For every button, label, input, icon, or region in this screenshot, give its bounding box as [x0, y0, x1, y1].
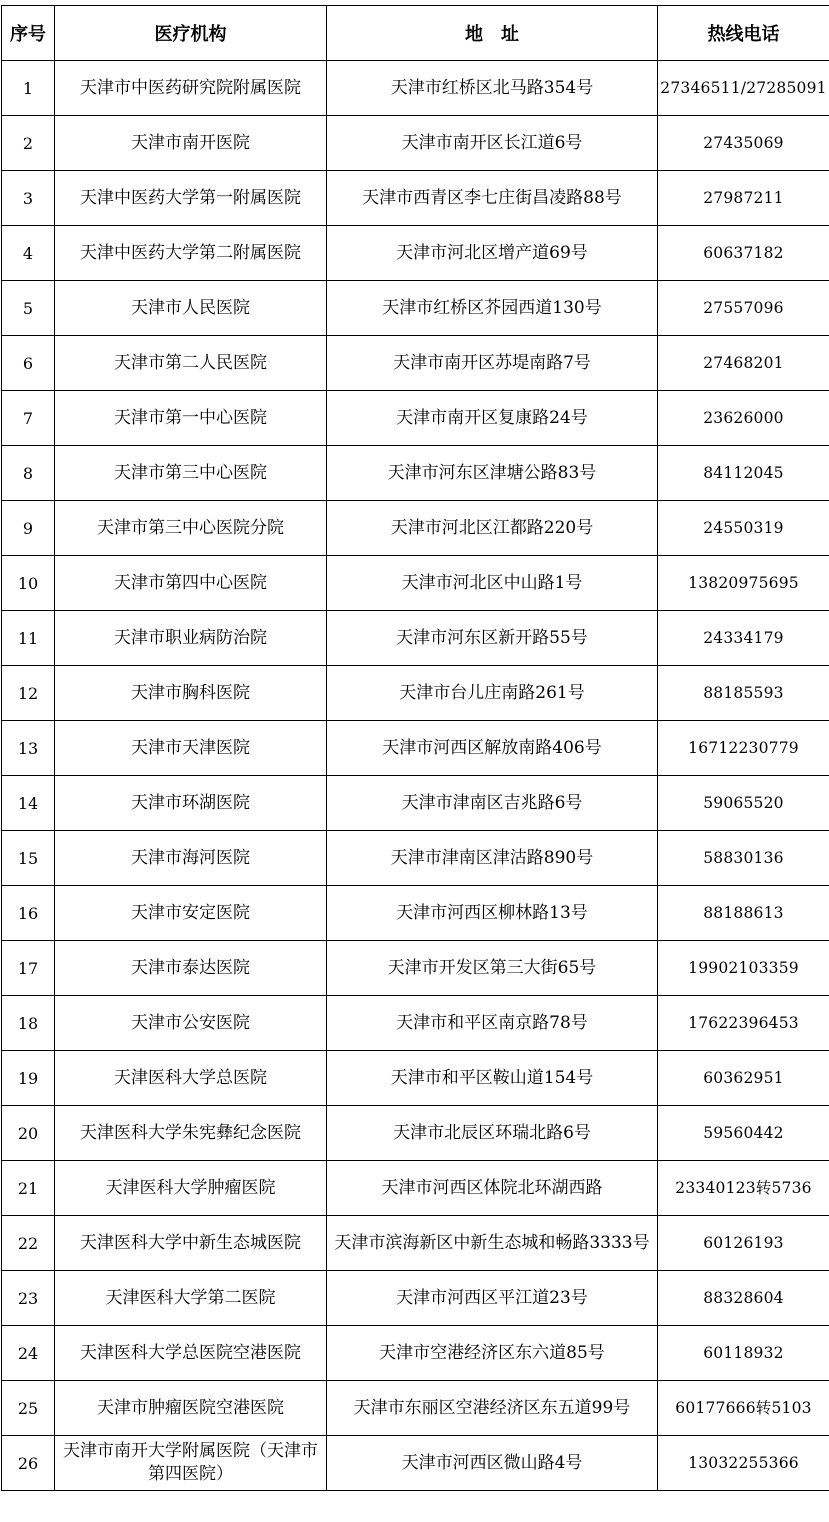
table-row	[2, 1161, 829, 1216]
table-row	[2, 776, 829, 831]
row-index-cell: 11	[2, 611, 55, 666]
row-institution-cell: 天津医科大学总医院	[55, 1051, 327, 1106]
row-hotline-cell: 23626000	[658, 391, 829, 446]
table-row	[2, 1326, 829, 1381]
row-address-cell: 天津市和平区南京路78号	[327, 996, 658, 1051]
row-institution-cell: 天津医科大学总医院空港医院	[55, 1326, 327, 1381]
row-hotline-cell: 60126193	[658, 1216, 829, 1271]
row-address-cell: 天津市西青区李七庄街昌凌路88号	[327, 171, 658, 226]
row-address-cell: 天津市河东区新开路55号	[327, 611, 658, 666]
row-institution-cell: 天津市第一中心医院	[55, 391, 327, 446]
row-hotline-cell: 59560442	[658, 1106, 829, 1161]
row-index-cell: 24	[2, 1326, 55, 1381]
row-hotline-cell: 27346511/27285091	[658, 61, 829, 116]
row-hotline-cell: 24334179	[658, 611, 829, 666]
row-institution-cell: 天津医科大学中新生态城医院	[55, 1216, 327, 1271]
table-row	[2, 171, 829, 226]
row-index-cell: 19	[2, 1051, 55, 1106]
header-index: 序号	[2, 6, 55, 61]
row-hotline-cell: 19902103359	[658, 941, 829, 996]
table-row	[2, 116, 829, 171]
row-institution-cell: 天津市人民医院	[55, 281, 327, 336]
row-institution-cell: 天津市第二人民医院	[55, 336, 327, 391]
table-row	[2, 1216, 829, 1271]
row-institution-cell: 天津中医药大学第二附属医院	[55, 226, 327, 281]
row-index-cell: 3	[2, 171, 55, 226]
row-index-cell: 1	[2, 61, 55, 116]
row-address-cell: 天津市河北区增产道69号	[327, 226, 658, 281]
row-index-cell: 8	[2, 446, 55, 501]
row-index-cell: 14	[2, 776, 55, 831]
row-hotline-cell: 24550319	[658, 501, 829, 556]
row-hotline-cell: 23340123转5736	[658, 1161, 829, 1216]
row-index-cell: 25	[2, 1381, 55, 1436]
row-institution-cell: 天津市第三中心医院	[55, 446, 327, 501]
table-row	[2, 666, 829, 721]
row-hotline-cell: 13032255366	[658, 1436, 829, 1491]
row-hotline-cell: 58830136	[658, 831, 829, 886]
row-index-cell: 12	[2, 666, 55, 721]
table-row	[2, 556, 829, 611]
table-row	[2, 1051, 829, 1106]
row-address-cell: 天津市河西区平江道23号	[327, 1271, 658, 1326]
row-index-cell: 18	[2, 996, 55, 1051]
table-row	[2, 996, 829, 1051]
row-hotline-cell: 60177666转5103	[658, 1381, 829, 1436]
table-row	[2, 831, 829, 886]
row-index-cell: 4	[2, 226, 55, 281]
row-hotline-cell: 84112045	[658, 446, 829, 501]
row-index-cell: 23	[2, 1271, 55, 1326]
table-row	[2, 281, 829, 336]
row-address-cell: 天津市南开区苏堤南路7号	[327, 336, 658, 391]
row-institution-cell: 天津市胸科医院	[55, 666, 327, 721]
table-row	[2, 501, 829, 556]
row-hotline-cell: 13820975695	[658, 556, 829, 611]
row-hotline-cell: 88185593	[658, 666, 829, 721]
row-address-cell: 天津市红桥区芥园西道130号	[327, 281, 658, 336]
row-institution-cell: 天津市海河医院	[55, 831, 327, 886]
row-index-cell: 7	[2, 391, 55, 446]
row-index-cell: 21	[2, 1161, 55, 1216]
row-hotline-cell: 16712230779	[658, 721, 829, 776]
row-hotline-cell: 88328604	[658, 1271, 829, 1326]
row-institution-cell: 天津市安定医院	[55, 886, 327, 941]
row-address-cell: 天津市河西区解放南路406号	[327, 721, 658, 776]
table-row	[2, 61, 829, 116]
row-hotline-cell: 27468201	[658, 336, 829, 391]
row-address-cell: 天津市和平区鞍山道154号	[327, 1051, 658, 1106]
row-index-cell: 22	[2, 1216, 55, 1271]
row-index-cell: 6	[2, 336, 55, 391]
row-institution-cell: 天津市职业病防治院	[55, 611, 327, 666]
table-row	[2, 1106, 829, 1161]
row-address-cell: 天津市河北区中山路1号	[327, 556, 658, 611]
row-address-cell: 天津市南开区长江道6号	[327, 116, 658, 171]
row-index-cell: 9	[2, 501, 55, 556]
row-address-cell: 天津市南开区复康路24号	[327, 391, 658, 446]
row-institution-cell: 天津医科大学第二医院	[55, 1271, 327, 1326]
row-institution-cell: 天津市第三中心医院分院	[55, 501, 327, 556]
row-address-cell: 天津市开发区第三大街65号	[327, 941, 658, 996]
row-address-cell: 天津市河北区江都路220号	[327, 501, 658, 556]
row-index-cell: 10	[2, 556, 55, 611]
row-address-cell: 天津市红桥区北马路354号	[327, 61, 658, 116]
table-row	[2, 721, 829, 776]
table-body	[2, 61, 829, 1491]
table-row	[2, 1271, 829, 1326]
table-row	[2, 941, 829, 996]
row-hotline-cell: 17622396453	[658, 996, 829, 1051]
row-institution-cell: 天津中医药大学第一附属医院	[55, 171, 327, 226]
row-address-cell: 天津市津南区吉兆路6号	[327, 776, 658, 831]
row-institution-cell: 天津市肿瘤医院空港医院	[55, 1381, 327, 1436]
row-hotline-cell: 88188613	[658, 886, 829, 941]
header-institution: 医疗机构	[55, 6, 327, 61]
row-address-cell: 天津市河西区体院北环湖西路	[327, 1161, 658, 1216]
row-address-cell: 天津市空港经济区东六道85号	[327, 1326, 658, 1381]
row-index-cell: 13	[2, 721, 55, 776]
row-address-cell: 天津市津南区津沽路890号	[327, 831, 658, 886]
table-row	[2, 226, 829, 281]
row-address-cell: 天津市河东区津塘公路83号	[327, 446, 658, 501]
row-institution-cell: 天津市南开大学附属医院（天津市第四医院）	[55, 1436, 327, 1491]
table-row	[2, 886, 829, 941]
row-index-cell: 20	[2, 1106, 55, 1161]
row-address-cell: 天津市台儿庄南路261号	[327, 666, 658, 721]
row-institution-cell: 天津市公安医院	[55, 996, 327, 1051]
row-address-cell: 天津市河西区柳林路13号	[327, 886, 658, 941]
row-hotline-cell: 60118932	[658, 1326, 829, 1381]
table-row	[2, 611, 829, 666]
row-institution-cell: 天津市天津医院	[55, 721, 327, 776]
row-institution-cell: 天津市南开医院	[55, 116, 327, 171]
row-hotline-cell: 27557096	[658, 281, 829, 336]
row-institution-cell: 天津医科大学朱宪彝纪念医院	[55, 1106, 327, 1161]
row-index-cell: 16	[2, 886, 55, 941]
row-address-cell: 天津市滨海新区中新生态城和畅路3333号	[327, 1216, 658, 1271]
header-hotline: 热线电话	[658, 6, 829, 61]
row-hotline-cell: 27987211	[658, 171, 829, 226]
row-index-cell: 26	[2, 1436, 55, 1491]
row-institution-cell: 天津市第四中心医院	[55, 556, 327, 611]
table-row	[2, 1436, 829, 1491]
row-index-cell: 17	[2, 941, 55, 996]
row-hotline-cell: 60362951	[658, 1051, 829, 1106]
hospital-hotline-table	[1, 5, 829, 1491]
table-row	[2, 336, 829, 391]
table-row	[2, 446, 829, 501]
row-institution-cell: 天津市中医药研究院附属医院	[55, 61, 327, 116]
row-index-cell: 2	[2, 116, 55, 171]
row-index-cell: 5	[2, 281, 55, 336]
row-institution-cell: 天津市泰达医院	[55, 941, 327, 996]
table-row	[2, 1381, 829, 1436]
row-hotline-cell: 27435069	[658, 116, 829, 171]
row-institution-cell: 天津医科大学肿瘤医院	[55, 1161, 327, 1216]
table-header-row	[2, 6, 829, 61]
row-address-cell: 天津市东丽区空港经济区东五道99号	[327, 1381, 658, 1436]
row-index-cell: 15	[2, 831, 55, 886]
table-row	[2, 391, 829, 446]
header-address: 地 址	[327, 6, 658, 61]
row-address-cell: 天津市北辰区环瑞北路6号	[327, 1106, 658, 1161]
row-address-cell: 天津市河西区微山路4号	[327, 1436, 658, 1491]
row-hotline-cell: 59065520	[658, 776, 829, 831]
row-institution-cell: 天津市环湖医院	[55, 776, 327, 831]
row-hotline-cell: 60637182	[658, 226, 829, 281]
